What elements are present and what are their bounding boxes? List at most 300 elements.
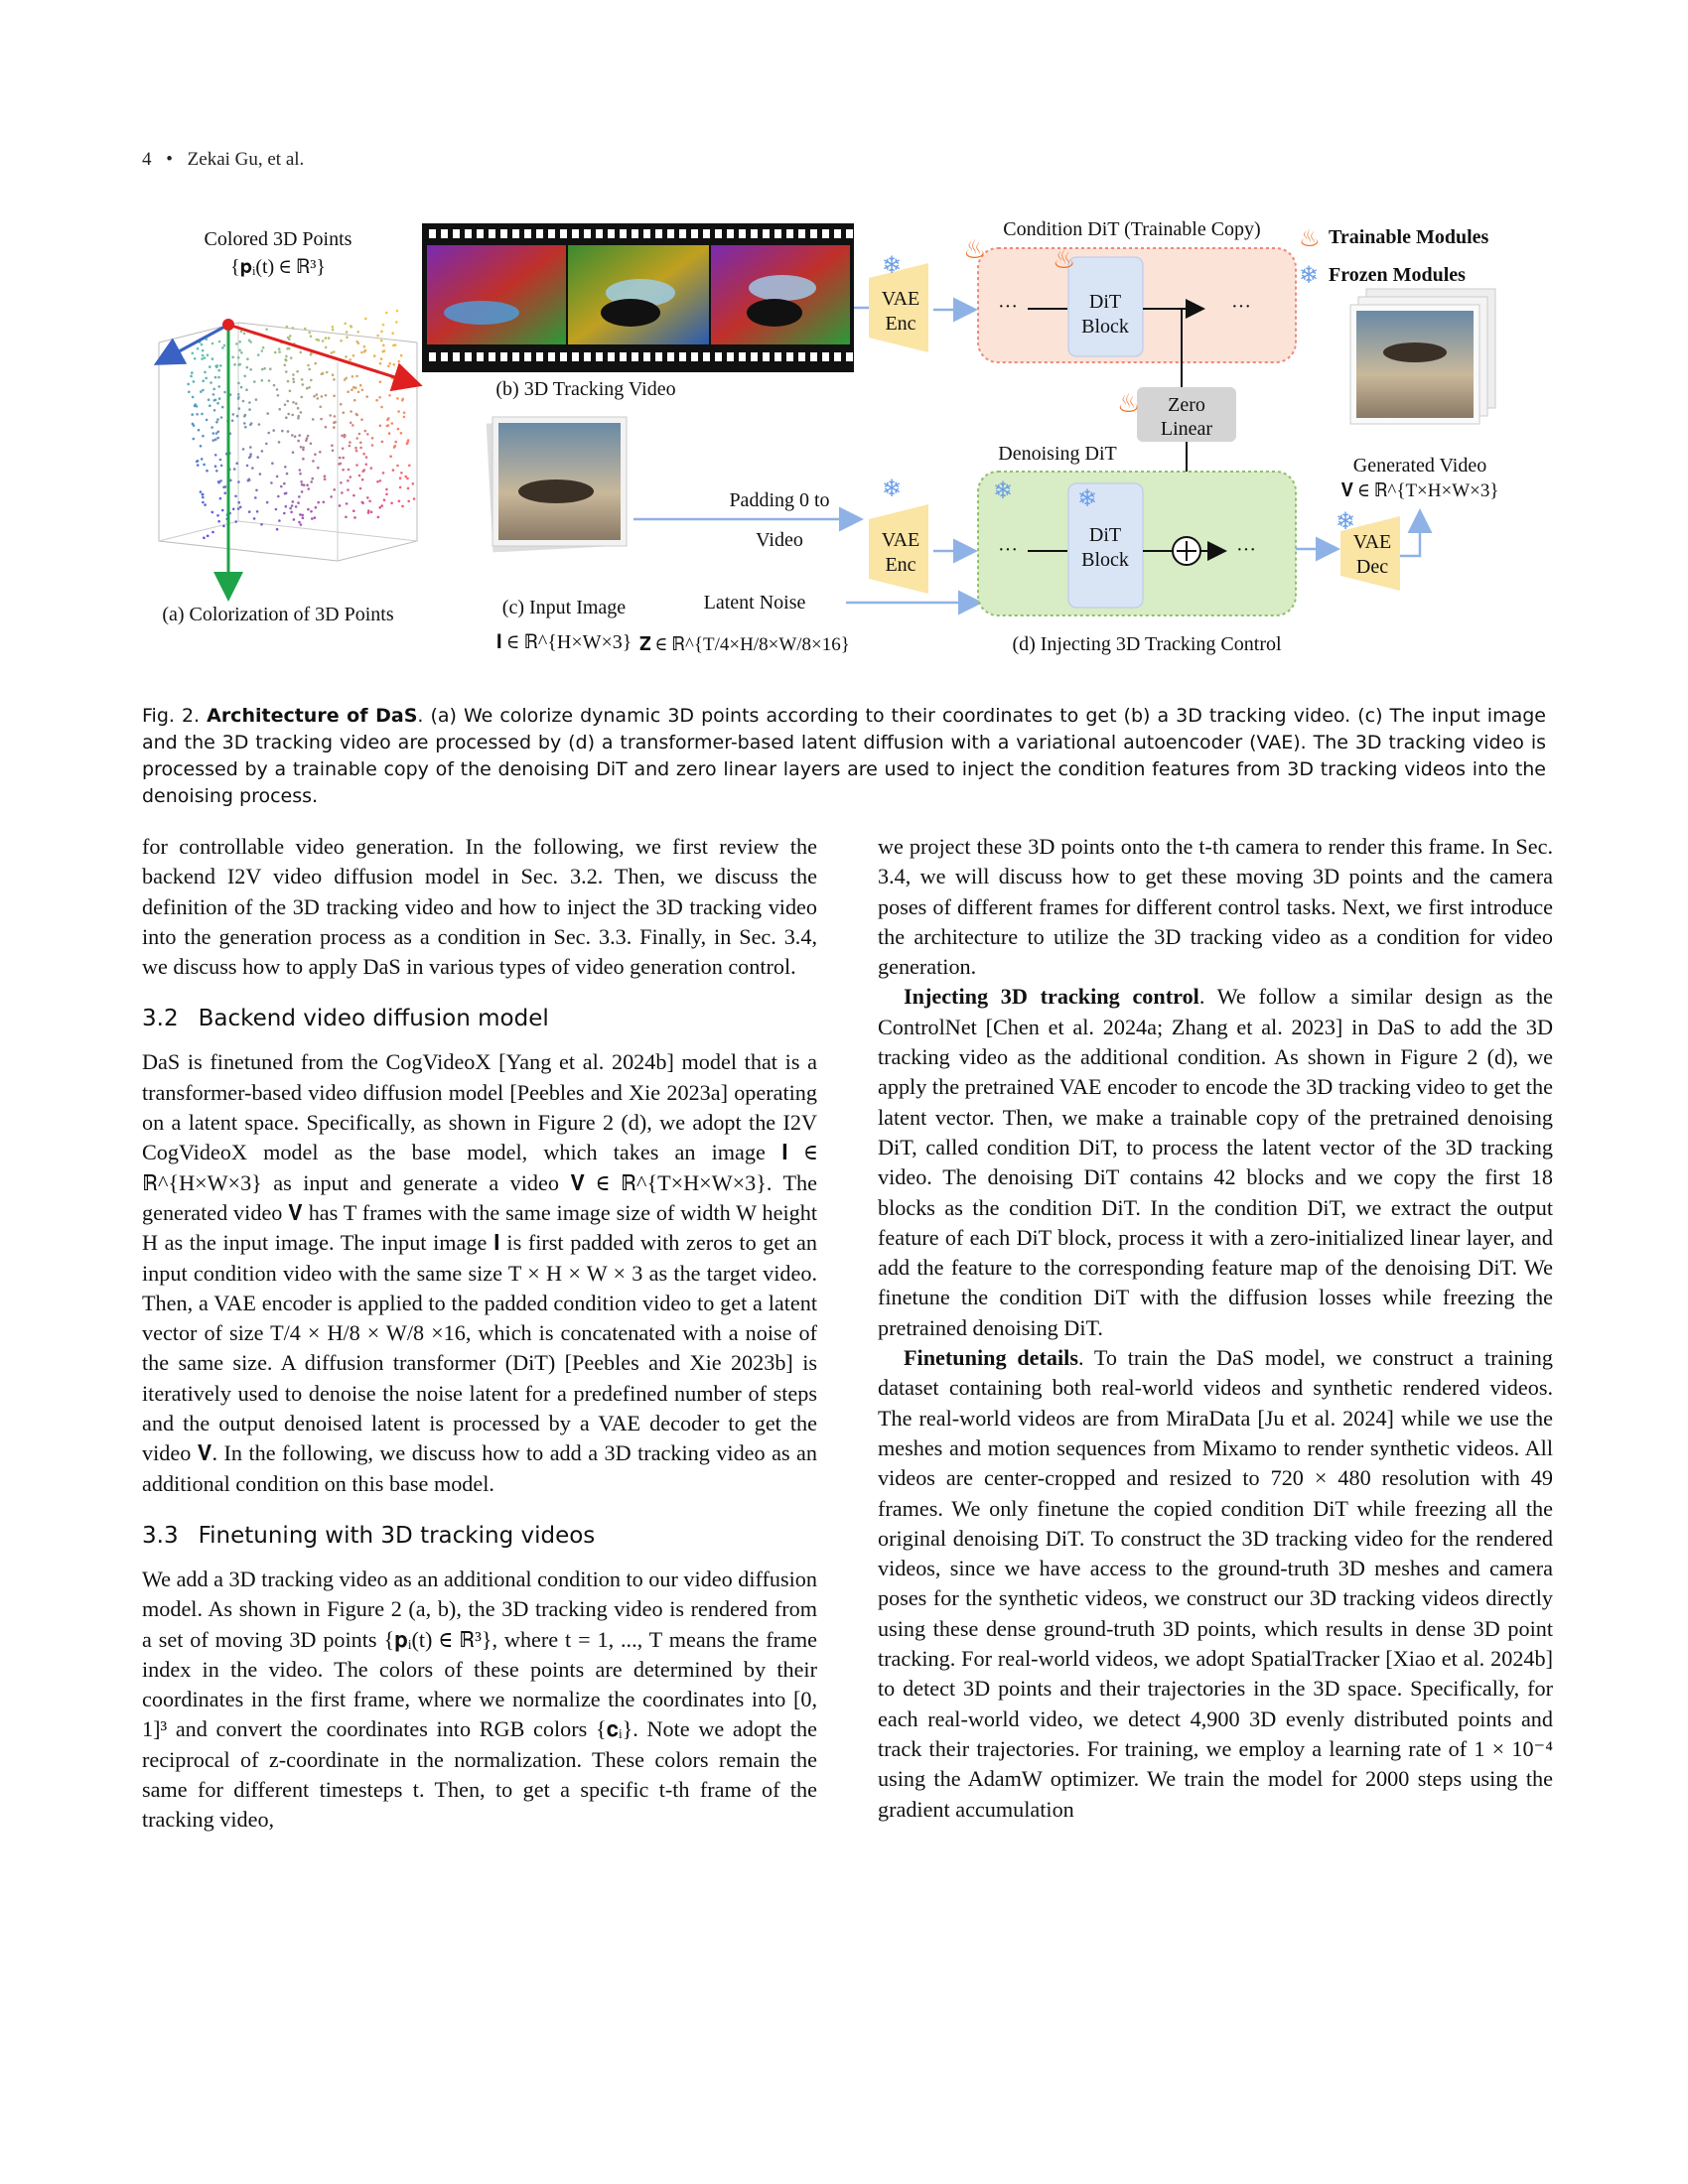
point [379, 380, 382, 383]
point [378, 396, 381, 399]
film-sprocket [596, 229, 603, 238]
film-sprocket [727, 229, 734, 238]
point [197, 464, 200, 467]
point [272, 429, 275, 432]
point [219, 479, 222, 482]
point [256, 510, 259, 513]
point [286, 400, 289, 403]
point [290, 356, 293, 359]
point [249, 423, 252, 426]
point [311, 517, 314, 520]
film-sprocket [620, 352, 627, 361]
point [217, 520, 220, 523]
point [371, 437, 374, 440]
injecting-control-text: . We follow a similar design as the ControlNet [Chen et al. 2024a; Zhang et al. 2023] in DaS to add the 3D tracking video as the additional condition. As shown in Figure 2 (d), we apply the pretrained VAE encoder to encode the 3D tracking video to get the latent vector. Then, we make a trainable copy of the pretrained denoising DiT, called condition DiT, to process the latent vector of the 3D tracking video. The denoising DiT contains 42 blocks and we copy the first 18 blocks as the condition DiT. In the condition DiT, we extract the output feature of each DiT block, process it with a zero-initialized linear layer, and add the feature to the corresponding feature map of the denoising DiT. We finetune the condition DiT with the diffusion losses while freezing the pretrained denoising DiT. [878, 984, 1554, 1340]
point [397, 428, 400, 431]
film-sprocket [763, 352, 770, 361]
point [236, 415, 239, 418]
film-sprocket [536, 352, 543, 361]
point [301, 490, 304, 493]
frozen-icon-vae-dec: ❄ [1336, 509, 1356, 535]
point [267, 432, 270, 435]
point [213, 409, 216, 412]
point [361, 478, 364, 481]
figure-caption [142, 703, 1546, 810]
film-sprocket [548, 352, 555, 361]
point [276, 528, 279, 531]
point [312, 460, 315, 463]
point [387, 365, 390, 368]
point [393, 446, 396, 449]
film-sprocket [441, 229, 448, 238]
point [222, 486, 225, 489]
point [277, 394, 280, 397]
film-sprocket [715, 229, 722, 238]
point [403, 411, 406, 414]
point [363, 345, 366, 348]
point [298, 521, 301, 524]
point [393, 363, 396, 366]
point [341, 491, 344, 494]
architecture-figure [139, 213, 1549, 680]
point [300, 411, 303, 414]
condition-dit-ellipsis-right: ··· [1231, 296, 1251, 318]
generated-video-label: Generated Video [1352, 455, 1487, 477]
frozen-icon-denoising: ❄ [993, 478, 1014, 504]
point [352, 375, 354, 378]
point [387, 417, 390, 420]
point [367, 509, 370, 512]
point [321, 395, 324, 398]
point [376, 480, 379, 483]
point [201, 413, 204, 416]
point [240, 331, 243, 334]
point [246, 465, 249, 468]
point [314, 516, 317, 519]
vae-enc-bottom-line2: Enc [885, 554, 916, 576]
point [238, 349, 241, 352]
point [399, 486, 402, 489]
point [346, 331, 349, 334]
point [346, 502, 349, 505]
point [202, 496, 205, 499]
point [220, 416, 223, 419]
point [370, 467, 373, 470]
point [357, 391, 360, 394]
point [273, 384, 276, 387]
point [248, 457, 251, 460]
point [280, 485, 283, 488]
point [248, 401, 251, 404]
point [202, 493, 205, 496]
point [349, 445, 352, 448]
point [258, 423, 261, 426]
point [192, 423, 195, 426]
point [389, 455, 392, 458]
point [380, 340, 383, 342]
section-3-2-heading [142, 1004, 817, 1033]
legend-frozen-icon: ❄ [1299, 263, 1320, 289]
point [289, 507, 292, 510]
point [364, 430, 367, 433]
frozen-icon-vae-top: ❄ [882, 253, 903, 279]
film-sprocket [453, 229, 460, 238]
point [306, 387, 309, 390]
point [283, 482, 286, 485]
point [259, 473, 262, 476]
film-sprocket [596, 352, 603, 361]
point [329, 414, 332, 417]
point [239, 506, 242, 509]
point [407, 439, 410, 442]
point [365, 395, 368, 398]
colored-point-cloud [187, 310, 415, 539]
film-sprocket [643, 229, 650, 238]
point [304, 328, 307, 331]
point [277, 495, 280, 498]
point [200, 390, 203, 393]
point [278, 347, 281, 350]
point [211, 357, 214, 360]
point [221, 509, 224, 512]
point [391, 422, 394, 425]
point [260, 523, 263, 526]
point [323, 501, 326, 504]
generated-video-stack [1350, 289, 1495, 424]
point [340, 340, 343, 342]
point [334, 415, 337, 418]
film-sprocket [453, 352, 460, 361]
point [413, 497, 416, 500]
point [314, 453, 317, 456]
point [355, 413, 358, 416]
point [399, 387, 402, 390]
point [389, 362, 392, 365]
point [221, 346, 224, 349]
film-sprocket [810, 229, 817, 238]
point [340, 403, 343, 406]
point [302, 383, 305, 386]
point [283, 512, 286, 515]
point [246, 357, 249, 360]
point [278, 408, 281, 411]
film-sprocket [429, 229, 436, 238]
point [292, 327, 295, 330]
frozen-icon-vae-bottom: ❄ [882, 477, 903, 502]
film-sprocket [500, 229, 507, 238]
point [261, 450, 264, 453]
point [261, 349, 264, 352]
point [290, 511, 293, 514]
point [370, 511, 373, 514]
left-paragraph-2: DaS is finetuned from the CogVideoX [Yang et al. 2024b] model that is a transformer-based video diffusion model [Peebles and Xie 2023a] operating on a latent space. Specifically, as shown in Figure 2 (d), we adopt the I2V CogVideoX model as the base model, which takes an image 𝐈 ∈ ℝ^{H×W×3} as input and generate a video 𝐕 ∈ ℝ^{T×H×W×3}. The generated video 𝐕 has T frames with the same image size of width W height H as the input image. The input image 𝐈 is first padded with zeros to get an input condition video with the same size T × H × W × 3 as the target video. Then, a VAE encoder is applied to the padded condition video to get a latent vector of size T/4 × H/8 × W/8 ×16, which is concatenated with a noise of the same size. A diffusion transformer (DiT) [Peebles and Xie 2023b] is iteratively used to denoise the noise latent for a predefined number of steps and the output denoised latent is processed by a VAE decoder to get the video 𝐕. In the following, we discuss how to add a 3D tracking video as an additional condition on this base model. [142, 1049, 817, 1496]
film-sprocket [465, 229, 472, 238]
point [238, 407, 241, 410]
point [257, 353, 260, 356]
caption-text: . (a) We colorize dynamic 3D points according to their coordinates to get (b) a 3D tracking video. (c) The input image and the 3D tracking video are processed by (d) a transformer-based latent diffusion with a variational autoencoder (VAE). The 3D tracking video is processed by a trainable copy of the denoising DiT and zero linear layers are used to inject the condition features from 3D tracking videos into the denoising process. [142, 705, 1546, 807]
film-sprocket [500, 352, 507, 361]
frozen-icon-dit-block: ❄ [1077, 486, 1098, 512]
point [246, 366, 249, 369]
point [285, 355, 288, 358]
denoising-dit-block-line1: DiT [1088, 524, 1122, 546]
point [349, 358, 352, 361]
left-paragraph-3: We add a 3D tracking video as an additional condition to our video diffusion model. As shown in Figure 2 (a, b), the 3D tracking video is rendered from a set of moving 3D points {𝐩ᵢ(t) ∈ ℝ³}, where t = 1, ..., T means the frame index in the video. The colors of these points are determined by their coordinates in the first frame, where we normalize the coordinates into [0, 1]³ and convert the coordinates into RGB colors {𝐜ᵢ}. Note we adopt the reciprocal of z-coordinate in the normalization. These colors remain the same for different timesteps t. Then, to get a specific t-th frame of the tracking video, [142, 1566, 817, 1833]
point [371, 444, 374, 447]
point [355, 437, 358, 440]
point [331, 444, 334, 447]
finetuning-details-text: . To train the DaS model, we construct a training dataset containing both real-world videos and synthetic rendered videos. The real-world videos are from MiraData [Ju et al. 2024] while we use the meshes and motion sequences from Mixamo to render synthetic videos. All videos are center-cropped and resized to 720 × 480 resolution with 49 frames. We only finetune the copied condition DiT while freezing all the original denoising DiT. To construct the 3D tracking video for the rendered videos, since we have access to the ground-truth 3D meshes and camera poses for the synthetic videos, we construct our 3D tracking videos directly using these dense ground-truth 3D points, which results in dense 3D point tracking. For real-world videos, we adopt SpatialTracker [Xiao et al. 2024b] to detect 3D points and their trajectories in the 3D space. Specifically, for each real-world video, we detect 4,900 3D evenly distributed points and track their trajectories. For training, we employ a learning rate of 1 × 10⁻⁴ using the AdamW optimizer. We train the model for 2000 steps using the gradient accumulation [878, 1345, 1553, 1822]
point [324, 475, 327, 478]
point [380, 331, 383, 334]
point [237, 480, 240, 483]
point [317, 467, 320, 470]
film-sprocket [632, 352, 638, 361]
point [200, 490, 203, 493]
point [297, 407, 300, 410]
film-sprocket [655, 352, 662, 361]
point [339, 457, 342, 460]
point [210, 381, 212, 384]
point [284, 403, 287, 406]
point [343, 411, 346, 414]
point [355, 375, 358, 378]
point [385, 493, 388, 496]
vae-enc-top-line1: VAE [881, 288, 920, 310]
denoising-dit-ellipsis-left: ··· [998, 539, 1018, 561]
film-sprocket [584, 352, 591, 361]
film-sprocket [727, 352, 734, 361]
point [286, 347, 289, 350]
point [299, 473, 302, 476]
point [322, 340, 325, 342]
point [298, 495, 301, 498]
point [293, 518, 296, 521]
condition-dit-title: Condition DiT (Trainable Copy) [1003, 218, 1261, 240]
point [352, 424, 354, 427]
film-sprocket [679, 352, 686, 361]
point [285, 492, 288, 495]
section-3-3-title: Finetuning with 3D tracking videos [198, 1522, 596, 1549]
point [300, 480, 303, 483]
point [334, 421, 337, 424]
point [254, 496, 257, 499]
point [274, 351, 277, 354]
point [355, 464, 358, 467]
point [214, 465, 217, 468]
trainable-icon-zero-linear: ♨ [1117, 389, 1141, 418]
point [215, 470, 218, 473]
points-box [159, 323, 417, 561]
film-sprocket [846, 352, 853, 361]
point [363, 469, 366, 472]
point [244, 426, 247, 429]
point [223, 344, 226, 347]
point [196, 413, 199, 416]
point [211, 531, 214, 534]
denoising-dit-block-line2: Block [1081, 549, 1129, 571]
point [320, 418, 323, 421]
point [382, 344, 385, 347]
point [391, 332, 394, 335]
v-math: 𝐕 ∈ ℝ^{T×H×W×3} [1340, 480, 1499, 501]
point [261, 368, 264, 371]
point [302, 517, 305, 520]
point [237, 507, 240, 510]
point [238, 363, 241, 366]
point [278, 350, 281, 353]
point [385, 312, 388, 315]
point [385, 488, 388, 491]
point [314, 362, 317, 365]
point [221, 406, 224, 409]
point [333, 488, 336, 491]
film-sprocket [643, 352, 650, 361]
point [292, 500, 295, 503]
film-sprocket [798, 352, 805, 361]
film-sprocket [715, 352, 722, 361]
point [266, 501, 269, 504]
point [208, 398, 211, 401]
condition-dit-block-line1: DiT [1088, 291, 1122, 313]
point [287, 430, 290, 433]
film-sprocket [429, 352, 436, 361]
point [235, 342, 238, 345]
point [216, 418, 219, 421]
point [284, 466, 287, 469]
point [295, 402, 298, 405]
point [308, 386, 311, 389]
point [276, 476, 279, 478]
point [204, 371, 207, 374]
point [388, 394, 391, 397]
point [387, 424, 390, 427]
point [342, 469, 345, 472]
point [342, 457, 345, 460]
point [281, 430, 284, 433]
film-sprocket [846, 229, 853, 238]
point [287, 337, 290, 340]
section-3-3-number: 3.3 [142, 1522, 179, 1549]
point [285, 505, 288, 508]
point [332, 450, 335, 453]
point [401, 505, 404, 508]
point [253, 517, 256, 520]
point [215, 432, 218, 435]
point [203, 464, 206, 467]
point [243, 333, 246, 336]
point [302, 458, 305, 461]
caption-title: Architecture of DaS [207, 705, 418, 727]
point [300, 523, 303, 526]
header-authors: Zekai Gu, et al. [187, 149, 305, 170]
axis-x-arrow [159, 325, 228, 362]
point [193, 438, 196, 441]
film-sprocket [691, 229, 698, 238]
point [219, 497, 222, 500]
point [344, 378, 347, 381]
point [352, 354, 355, 357]
point [319, 451, 322, 454]
point [206, 419, 209, 422]
zero-linear-line2: Linear [1160, 418, 1213, 440]
point [206, 470, 209, 473]
point [202, 501, 205, 504]
point [238, 341, 241, 343]
point [326, 371, 329, 374]
point [375, 399, 378, 402]
point [207, 353, 210, 356]
point [307, 435, 310, 438]
point [312, 418, 315, 421]
point [255, 398, 258, 401]
point [407, 487, 410, 490]
point [220, 465, 223, 468]
point [347, 479, 350, 482]
point [293, 380, 296, 383]
point [400, 432, 403, 435]
film-sprocket [822, 352, 829, 361]
point [406, 478, 409, 480]
film-sprocket [667, 229, 674, 238]
point [204, 503, 207, 506]
film-sprocket [608, 352, 615, 361]
point [306, 437, 309, 440]
point [307, 364, 310, 367]
point [248, 478, 251, 481]
finetuning-details-title: Finetuning details [904, 1345, 1078, 1371]
point [400, 354, 403, 357]
point [311, 478, 314, 480]
point [360, 351, 363, 354]
injecting-control-title: Injecting 3D tracking control [904, 984, 1199, 1010]
film-sprocket [774, 352, 781, 361]
point [332, 329, 335, 332]
point [292, 451, 295, 454]
point [231, 419, 234, 422]
point [350, 325, 352, 328]
film-sprocket [691, 352, 698, 361]
point [237, 356, 240, 359]
vae-dec-line1: VAE [1352, 531, 1392, 553]
film-sprocket [763, 229, 770, 238]
point [276, 388, 279, 391]
point [301, 514, 304, 517]
point [291, 414, 294, 417]
legend-trainable-icon: ♨ [1299, 226, 1321, 252]
point [317, 397, 320, 400]
d-label: (d) Injecting 3D Tracking Control [1012, 633, 1282, 655]
film-sprocket [834, 229, 841, 238]
page-number: 4 [142, 149, 152, 170]
point [215, 365, 218, 368]
point [319, 406, 322, 409]
point [188, 391, 191, 394]
point [192, 352, 195, 355]
film-sprocket [798, 229, 805, 238]
point [333, 350, 336, 353]
point [308, 332, 311, 335]
point [212, 439, 215, 442]
point [331, 351, 334, 354]
point [345, 516, 348, 519]
section-3-2-number: 3.2 [142, 1006, 179, 1032]
point [233, 363, 236, 366]
point [347, 488, 350, 491]
section-3-2-title: Backend video diffusion model [198, 1006, 549, 1032]
point [287, 380, 290, 383]
point [296, 370, 299, 373]
